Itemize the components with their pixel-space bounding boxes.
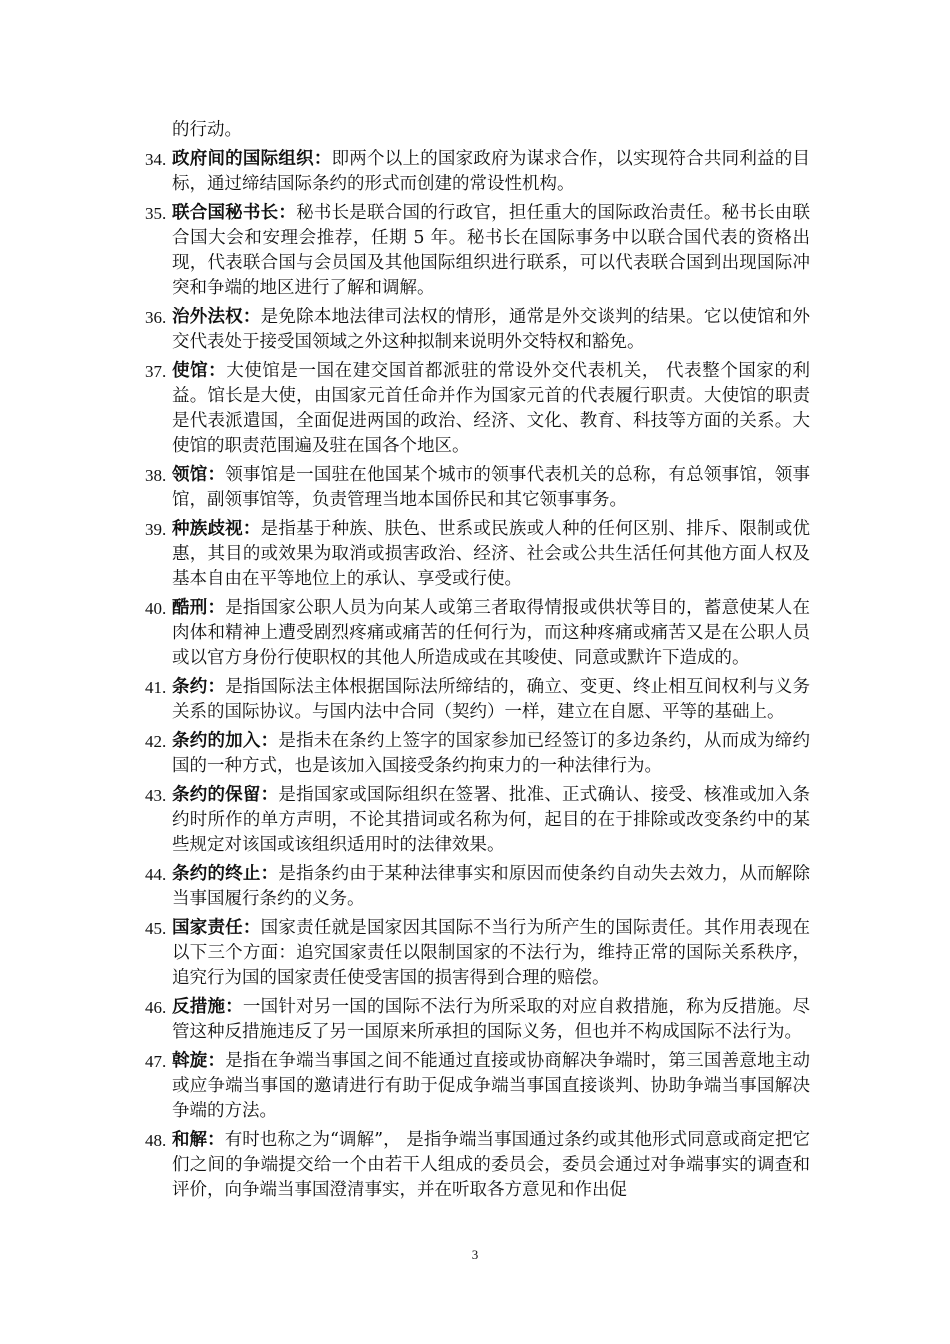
entry-definition: 国家责任就是国家因其国际不当行为所产生的国际责任。其作用表现在以下三个方面：追究国家责任以限制国家的不法行为，维持正常的国际关系秩序，追究行为国的国家责任使受害国的损害得到合理的赔偿。 xyxy=(172,918,811,988)
entry-separator: ： xyxy=(260,864,279,884)
entry-body xyxy=(172,201,810,301)
glossary-entry xyxy=(145,916,810,991)
entry-term: 联合国秘书长 xyxy=(172,203,279,223)
glossary-entry xyxy=(145,463,810,513)
entry-term: 条约的终止 xyxy=(172,864,261,884)
entry-term: 酷刑 xyxy=(172,598,208,618)
entry-body xyxy=(172,729,810,779)
entry-number: 47. xyxy=(145,1052,167,1071)
entry-definition: 有时也称之为“调解”， 是指争端当事国通过条约或其他形式同意或商定把它们之间的争端提交给一个由若干人组成的委员会，委员会通过对争端事实的调查和评价，向争端当事国澄清事实，并在听取各方意见和作出促 xyxy=(172,1130,811,1200)
glossary-entry xyxy=(145,1049,810,1124)
continuation-text: 的行动。 xyxy=(172,120,242,140)
entry-number: 39. xyxy=(145,520,167,539)
entry-number: 37. xyxy=(145,362,167,381)
entry-term: 国家责任 xyxy=(172,918,243,938)
entry-number: 35. xyxy=(145,204,167,223)
entry-term: 种族歧视 xyxy=(172,519,243,539)
entry-body xyxy=(172,1049,810,1124)
entry-term: 条约的保留 xyxy=(172,785,261,805)
entry-definition: 领事馆是一国驻在他国某个城市的领事代表机关的总称，有总领事馆，领事馆，副领事馆等，负责管理当地本国侨民和其它领事事务。 xyxy=(172,465,811,510)
entry-body xyxy=(172,1128,810,1203)
entry-definition: 是指国际法主体根据国际法所缔结的，确立、变更、终止相互间权利与义务关系的国际协议。与国内法中合同（契约）一样，建立在自愿、平等的基础上。 xyxy=(172,677,811,722)
page-number: 3 xyxy=(471,1247,479,1262)
entry-separator: ： xyxy=(242,519,261,539)
entry-number: 42. xyxy=(145,732,167,751)
glossary-entry xyxy=(145,596,810,671)
entry-number: 44. xyxy=(145,865,167,884)
entry-separator: ： xyxy=(207,1051,226,1071)
glossary-entry xyxy=(145,359,810,459)
glossary-entry xyxy=(145,1128,810,1203)
entry-body xyxy=(172,995,810,1045)
entry-term: 领馆 xyxy=(172,465,208,485)
entry-body xyxy=(172,675,810,725)
entry-separator: ： xyxy=(207,598,226,618)
entry-definition: 是指未在条约上签字的国家参加已经签订的多边条约，从而成为缔约国的一种方式，也是该加入国接受条约拘束力的一种法律行为。 xyxy=(172,731,811,776)
entry-term: 反措施 xyxy=(172,997,226,1017)
page-body xyxy=(145,118,810,1203)
entry-term: 使馆 xyxy=(172,361,209,381)
entry-body xyxy=(172,359,810,459)
entry-definition: 即两个以上的国家政府为谋求合作，以实现符合共同利益的目标，通过缔结国际条约的形式而创建的常设性机构。 xyxy=(172,149,811,194)
entry-separator: ： xyxy=(278,203,297,223)
entry-number: 43. xyxy=(145,786,167,805)
glossary-entry xyxy=(145,862,810,912)
entry-definition: 大使馆是一国在建交国首都派驻的常设外交代表机关， 代表整个国家的利益。馆长是大使，由国家元首任命并作为国家元首的代表履行职责。大使馆的职责是代表派遣国，全面促进两国的政治、经济、文化、教育、科技等方面的关系。大使馆的职责范围遍及驻在国各个地区。 xyxy=(172,361,811,456)
entry-number: 48. xyxy=(145,1131,167,1150)
entry-definition: 是免除本地法律司法权的情形，通常是外交谈判的结果。它以使馆和外交代表处于接受国领域之外这种拟制来说明外交特权和豁免。 xyxy=(172,307,811,352)
entry-separator: ： xyxy=(225,997,243,1017)
entry-body xyxy=(172,916,810,991)
entry-body xyxy=(172,305,810,355)
entry-body xyxy=(172,463,810,513)
entry-term: 和解 xyxy=(172,1130,208,1150)
entry-definition: 是指在争端当事国之间不能通过直接或协商解决争端时，第三国善意地主动或应争端当事国的邀请进行有助于促成争端当事国直接谈判、协助争端当事国解决争端的方法。 xyxy=(172,1051,811,1121)
entry-term: 条约 xyxy=(172,677,208,697)
entry-number: 45. xyxy=(145,919,167,938)
entry-number: 34. xyxy=(145,150,167,169)
entry-body xyxy=(172,147,810,197)
entry-separator: ： xyxy=(207,677,226,697)
entry-body xyxy=(172,783,810,858)
glossary-entry xyxy=(145,517,810,592)
entry-separator: ： xyxy=(242,307,261,327)
entry-term: 治外法权 xyxy=(172,307,243,327)
glossary-entry xyxy=(145,783,810,858)
glossary-entry xyxy=(145,201,810,301)
entry-definition: 是指基于种族、肤色、世系或民族或人种的任何区别、排斥、限制或优惠，其目的或效果为取消或损害政治、经济、社会或公共生活任何其他方面人权及基本自由在平等地位上的承认、享受或行使。 xyxy=(172,519,811,589)
entry-body xyxy=(172,517,810,592)
entry-separator: ： xyxy=(313,149,332,169)
glossary-entry xyxy=(145,147,810,197)
entry-number: 38. xyxy=(145,466,167,485)
entry-separator: ： xyxy=(242,918,261,938)
entry-definition: 是指国家或国际组织在签署、批准、正式确认、接受、核准或加入条约时所作的单方声明，不论其措词或名称为何，起目的在于排除或改变条约中的某些规定对该国或该组织适用时的法律效果。 xyxy=(172,785,811,855)
entry-number: 46. xyxy=(145,998,167,1017)
entry-number: 40. xyxy=(145,599,167,618)
entry-separator: ： xyxy=(207,465,226,485)
glossary-entry xyxy=(145,729,810,779)
entry-term: 政府间的国际组织 xyxy=(172,149,314,169)
glossary-entry xyxy=(145,675,810,725)
entry-separator: ： xyxy=(208,361,227,381)
entry-definition: 一国针对另一国的国际不法行为所采取的对应自救措施，称为反措施。尽管这种反措施违反了另一国原来所承担的国际义务，但也并不构成国际不法行为。 xyxy=(172,997,811,1042)
entry-term: 条约的加入 xyxy=(172,731,261,751)
entry-number: 36. xyxy=(145,308,167,327)
entry-separator: ： xyxy=(260,731,279,751)
glossary-entry xyxy=(145,995,810,1045)
entry-definition: 秘书长是联合国的行政官，担任重大的国际政治责任。秘书长由联合国大会和安理会推荐，任期 5 年。秘书长在国际事务中以联合国代表的资格出现，代表联合国与会员国及其他国际组织进行联系，可以代表联合国到出现国际冲突和争端的地区进行了解和调解。 xyxy=(172,203,811,298)
entry-term: 斡旋 xyxy=(172,1051,208,1071)
entry-body xyxy=(172,862,810,912)
glossary-entry xyxy=(145,305,810,355)
glossary-list xyxy=(145,147,810,1203)
entry-definition: 是指条约由于某种法律事实和原因而使条约自动失去效力，从而解除当事国履行条约的义务。 xyxy=(172,864,811,909)
entry-body xyxy=(172,596,810,671)
entry-separator: ： xyxy=(207,1130,225,1150)
entry-separator: ： xyxy=(260,785,279,805)
entry-number: 41. xyxy=(145,678,167,697)
entry-definition: 是指国家公职人员为向某人或第三者取得情报或供状等目的，蓄意使某人在肉体和精神上遭受剧烈疼痛或痛苦的任何行为，而这种疼痛或痛苦又是在公职人员或以官方身份行使职权的其他人所造成或在其唆使、同意或默许下造成的。 xyxy=(172,598,811,668)
